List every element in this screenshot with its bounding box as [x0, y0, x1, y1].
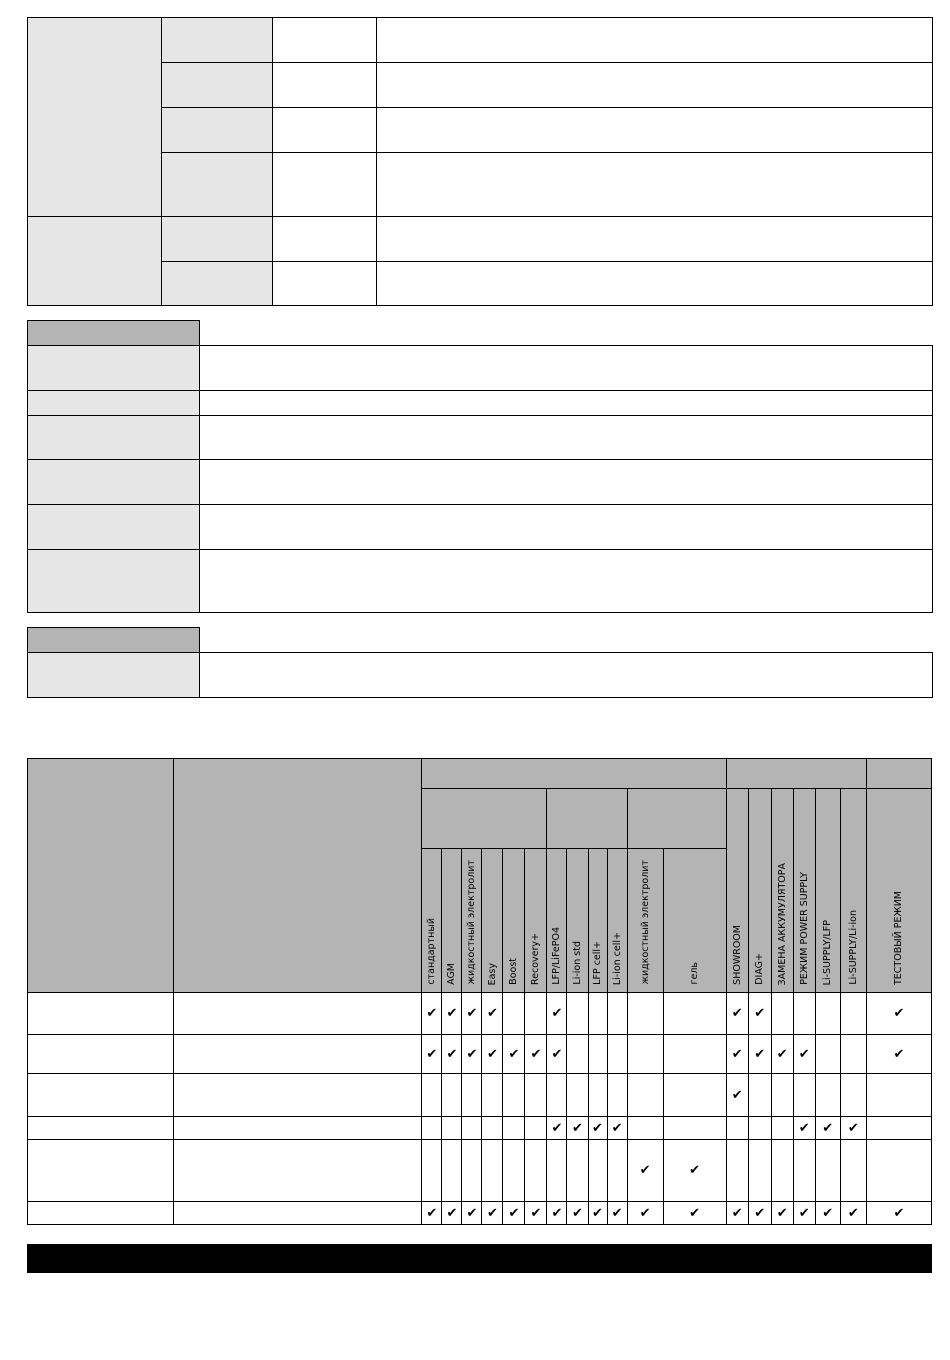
mode-cell	[482, 1117, 503, 1140]
mode-cell	[815, 1074, 840, 1117]
mode-cell	[503, 1202, 525, 1225]
check-icon: ✔	[776, 1046, 788, 1062]
mode-cell	[525, 1202, 547, 1225]
check-icon: ✔	[847, 1205, 859, 1221]
mode-cell	[748, 1117, 771, 1140]
mode-header: LFP/LiFePO4	[547, 849, 567, 993]
mode-cell	[726, 1202, 748, 1225]
section-header-2	[27, 320, 200, 346]
mode-cell	[748, 1035, 771, 1074]
mode-cell	[815, 993, 840, 1035]
value-cell	[273, 108, 377, 153]
check-icon: ✔	[486, 1046, 498, 1062]
label-cell	[162, 262, 273, 306]
mode-cell	[547, 1202, 567, 1225]
mode-cell	[771, 1202, 793, 1225]
mode-cell	[567, 993, 588, 1035]
mode-header: LFP cell+	[588, 849, 607, 993]
mode-cell	[422, 1140, 442, 1202]
product-cell	[28, 1202, 174, 1225]
label-cell	[28, 460, 200, 505]
check-icon: ✔	[689, 1205, 701, 1221]
check-icon: ✔	[446, 1006, 458, 1021]
mode-cell	[567, 1074, 588, 1117]
mode-cell	[588, 1202, 607, 1225]
matrix-row	[28, 1074, 932, 1117]
mode-cell	[567, 1140, 588, 1202]
label-cell	[162, 108, 273, 153]
mode-cell	[525, 1074, 547, 1117]
check-icon: ✔	[426, 1006, 438, 1021]
description-cell	[200, 346, 933, 391]
mode-cell	[840, 1117, 866, 1140]
group-cell	[28, 217, 162, 306]
mode-header: РЕЖИМ POWER SUPPLY	[793, 789, 815, 993]
check-icon: ✔	[551, 1006, 563, 1021]
product-description-cell	[174, 1035, 422, 1074]
spec-table-3	[27, 652, 933, 698]
mode-cell	[840, 1035, 866, 1074]
mode-cell	[462, 1035, 482, 1074]
mode-cell	[607, 1202, 627, 1225]
mode-header: SHOWROOM	[726, 789, 748, 993]
mode-cell	[627, 993, 663, 1035]
mode-cell	[422, 1202, 442, 1225]
mode-cell	[793, 1117, 815, 1140]
mode-cell	[525, 993, 547, 1035]
matrix-row	[28, 993, 932, 1035]
label-cell	[28, 550, 200, 613]
description-cell	[200, 505, 933, 550]
description-cell	[377, 18, 933, 63]
value-cell	[273, 153, 377, 217]
mode-cell	[771, 1074, 793, 1117]
product-description-cell	[174, 993, 422, 1035]
check-icon: ✔	[893, 1006, 905, 1021]
mode-cell	[503, 1117, 525, 1140]
check-icon: ✔	[551, 1205, 563, 1221]
mode-cell	[525, 1035, 547, 1074]
header-lithium-group	[547, 789, 627, 849]
check-icon: ✔	[486, 1006, 498, 1021]
check-icon: ✔	[508, 1046, 520, 1062]
mode-cell	[663, 1117, 726, 1140]
mode-cell	[547, 1117, 567, 1140]
mode-cell	[627, 1140, 663, 1202]
mode-cell	[588, 1117, 607, 1140]
mode-cell	[567, 1035, 588, 1074]
product-description-cell	[174, 1202, 422, 1225]
check-icon: ✔	[847, 1120, 859, 1136]
mode-cell	[482, 1140, 503, 1202]
mode-cell	[422, 1117, 442, 1140]
header-product-cell	[28, 759, 174, 993]
mode-cell	[866, 1140, 931, 1202]
mode-cell	[547, 1035, 567, 1074]
mode-cell	[482, 1074, 503, 1117]
mode-cell	[442, 993, 462, 1035]
check-icon: ✔	[572, 1205, 583, 1221]
product-cell	[28, 1140, 174, 1202]
mode-cell	[482, 1035, 503, 1074]
mode-cell	[663, 1035, 726, 1074]
mode-header: жидкостный электролит	[627, 849, 663, 993]
matrix-row	[28, 1035, 932, 1074]
header-description-cell	[174, 759, 422, 993]
mode-cell	[815, 1117, 840, 1140]
mode-cell	[503, 1074, 525, 1117]
mode-cell	[462, 1140, 482, 1202]
mode-header: гель	[663, 849, 726, 993]
mode-cell	[462, 1117, 482, 1140]
mode-cell	[815, 1140, 840, 1202]
header-test-group	[866, 759, 931, 789]
label-cell	[28, 653, 200, 698]
product-cell	[28, 993, 174, 1035]
check-icon: ✔	[798, 1205, 810, 1221]
mode-cell	[771, 1117, 793, 1140]
check-icon: ✔	[689, 1163, 701, 1178]
product-description-cell	[174, 1117, 422, 1140]
mode-cell	[663, 993, 726, 1035]
mode-cell	[482, 993, 503, 1035]
mode-cell	[607, 1117, 627, 1140]
description-cell	[377, 217, 933, 262]
check-icon: ✔	[754, 1205, 766, 1221]
mode-header: ЗАМЕНА АККУМУЛЯТОРА	[771, 789, 793, 993]
description-cell	[200, 550, 933, 613]
mode-cell	[726, 1074, 748, 1117]
check-icon: ✔	[466, 1205, 478, 1221]
mode-cell	[771, 1035, 793, 1074]
header-other-group	[627, 789, 726, 849]
check-icon: ✔	[798, 1120, 810, 1136]
mode-cell	[588, 1035, 607, 1074]
spec-table-1	[27, 17, 933, 306]
mode-cell	[607, 1140, 627, 1202]
check-icon: ✔	[446, 1046, 458, 1062]
value-cell	[273, 217, 377, 262]
mode-cell	[482, 1202, 503, 1225]
mode-cell	[442, 1074, 462, 1117]
mode-cell	[525, 1140, 547, 1202]
mode-cell	[748, 993, 771, 1035]
mode-cell	[462, 993, 482, 1035]
mode-cell	[663, 1202, 726, 1225]
label-cell	[162, 63, 273, 108]
product-description-cell	[174, 1140, 422, 1202]
mode-cell	[840, 1202, 866, 1225]
matrix-row	[28, 1202, 932, 1225]
mode-cell	[726, 1140, 748, 1202]
mode-header: Li-SUPPLY/Li-ion	[840, 789, 866, 993]
check-icon: ✔	[611, 1205, 623, 1221]
mode-cell	[815, 1202, 840, 1225]
mode-cell	[442, 1140, 462, 1202]
mode-cell	[748, 1074, 771, 1117]
check-icon: ✔	[798, 1046, 810, 1062]
check-icon: ✔	[530, 1205, 542, 1221]
description-cell	[377, 153, 933, 217]
check-icon: ✔	[639, 1163, 651, 1178]
check-icon: ✔	[639, 1205, 651, 1221]
mode-cell	[547, 993, 567, 1035]
mode-cell	[663, 1140, 726, 1202]
mode-cell	[547, 1074, 567, 1117]
mode-cell	[748, 1140, 771, 1202]
description-cell	[377, 262, 933, 306]
mode-cell	[748, 1202, 771, 1225]
mode-cell	[793, 1074, 815, 1117]
mode-cell	[422, 1035, 442, 1074]
mode-cell	[840, 1074, 866, 1117]
mode-cell	[866, 1202, 931, 1225]
mode-cell	[462, 1202, 482, 1225]
check-icon: ✔	[446, 1205, 458, 1221]
footer-bar	[27, 1244, 932, 1273]
mode-cell	[627, 1117, 663, 1140]
check-icon: ✔	[466, 1006, 478, 1021]
mode-cell	[588, 1074, 607, 1117]
mode-cell	[771, 1140, 793, 1202]
check-icon: ✔	[776, 1205, 788, 1221]
mode-cell	[442, 1202, 462, 1225]
mode-header: жидкостный электролит	[462, 849, 482, 993]
description-cell	[200, 460, 933, 505]
value-cell	[273, 63, 377, 108]
mode-cell	[503, 993, 525, 1035]
mode-cell	[866, 1035, 931, 1074]
header-special-modes	[726, 759, 866, 789]
check-icon: ✔	[731, 1205, 743, 1221]
matrix-row	[28, 1140, 932, 1202]
spec-table-2	[27, 345, 933, 613]
check-icon: ✔	[893, 1205, 905, 1221]
description-cell	[200, 391, 933, 416]
mode-cell	[793, 993, 815, 1035]
mode-header: Li-SUPPLY/LFP	[815, 789, 840, 993]
mode-cell	[588, 1140, 607, 1202]
section-header-3	[27, 627, 200, 653]
check-icon: ✔	[731, 1006, 743, 1021]
mode-cell	[462, 1074, 482, 1117]
matrix-row	[28, 1117, 932, 1140]
mode-header: Easy	[482, 849, 503, 993]
mode-cell	[840, 1140, 866, 1202]
product-cell	[28, 1074, 174, 1117]
mode-header: Recovery+	[525, 849, 547, 993]
mode-cell	[442, 1117, 462, 1140]
check-icon: ✔	[754, 1046, 766, 1062]
value-cell	[273, 262, 377, 306]
label-cell	[162, 18, 273, 63]
mode-cell	[726, 1117, 748, 1140]
mode-cell	[726, 1035, 748, 1074]
mode-cell	[503, 1035, 525, 1074]
mode-cell	[627, 1035, 663, 1074]
check-icon: ✔	[426, 1205, 438, 1221]
mode-cell	[866, 1074, 931, 1117]
label-cell	[162, 217, 273, 262]
mode-cell	[866, 993, 931, 1035]
group-cell	[28, 18, 162, 217]
mode-cell	[771, 993, 793, 1035]
check-icon: ✔	[551, 1046, 563, 1062]
check-icon: ✔	[731, 1087, 743, 1103]
check-icon: ✔	[572, 1120, 583, 1136]
check-icon: ✔	[486, 1205, 498, 1221]
label-cell	[162, 153, 273, 217]
mode-cell	[422, 993, 442, 1035]
header-lead-acid-group	[422, 789, 547, 849]
check-icon: ✔	[611, 1120, 623, 1136]
check-icon: ✔	[822, 1205, 834, 1221]
mode-cell	[525, 1117, 547, 1140]
check-icon: ✔	[592, 1205, 603, 1221]
description-cell	[200, 416, 933, 460]
description-cell	[377, 108, 933, 153]
mode-cell	[793, 1202, 815, 1225]
mode-cell	[422, 1074, 442, 1117]
check-icon: ✔	[508, 1205, 520, 1221]
mode-header: Boost	[503, 849, 525, 993]
description-cell	[200, 653, 933, 698]
label-cell	[28, 505, 200, 550]
mode-header: DIAG+	[748, 789, 771, 993]
label-cell	[28, 416, 200, 460]
mode-cell	[607, 1035, 627, 1074]
mode-header: ТЕСТОВЫЙ РЕЖИМ	[866, 789, 931, 993]
mode-cell	[567, 1202, 588, 1225]
mode-cell	[503, 1140, 525, 1202]
check-icon: ✔	[466, 1046, 478, 1062]
check-icon: ✔	[731, 1046, 743, 1062]
mode-cell	[793, 1140, 815, 1202]
check-icon: ✔	[893, 1046, 905, 1062]
product-description-cell	[174, 1074, 422, 1117]
compatibility-matrix	[27, 758, 932, 1225]
mode-cell	[442, 1035, 462, 1074]
mode-cell	[866, 1117, 931, 1140]
mode-cell	[607, 1074, 627, 1117]
mode-cell	[588, 993, 607, 1035]
mode-cell	[793, 1035, 815, 1074]
check-icon: ✔	[754, 1006, 766, 1021]
check-icon: ✔	[530, 1046, 542, 1062]
mode-header: AGM	[442, 849, 462, 993]
mode-cell	[726, 993, 748, 1035]
mode-cell	[840, 993, 866, 1035]
mode-header: стандартный	[422, 849, 442, 993]
mode-header: Li-ion cell+	[607, 849, 627, 993]
mode-cell	[627, 1074, 663, 1117]
check-icon: ✔	[822, 1120, 834, 1136]
mode-cell	[627, 1202, 663, 1225]
product-cell	[28, 1117, 174, 1140]
check-icon: ✔	[551, 1120, 563, 1136]
label-cell	[28, 391, 200, 416]
mode-cell	[663, 1074, 726, 1117]
value-cell	[273, 18, 377, 63]
label-cell	[28, 346, 200, 391]
check-icon: ✔	[592, 1120, 603, 1136]
mode-cell	[547, 1140, 567, 1202]
mode-cell	[815, 1035, 840, 1074]
matrix-body	[28, 993, 932, 1225]
check-icon: ✔	[426, 1046, 438, 1062]
mode-header: Li-ion std	[567, 849, 588, 993]
mode-cell	[567, 1117, 588, 1140]
description-cell	[377, 63, 933, 108]
product-cell	[28, 1035, 174, 1074]
mode-cell	[607, 993, 627, 1035]
header-charge-modes	[422, 759, 726, 789]
